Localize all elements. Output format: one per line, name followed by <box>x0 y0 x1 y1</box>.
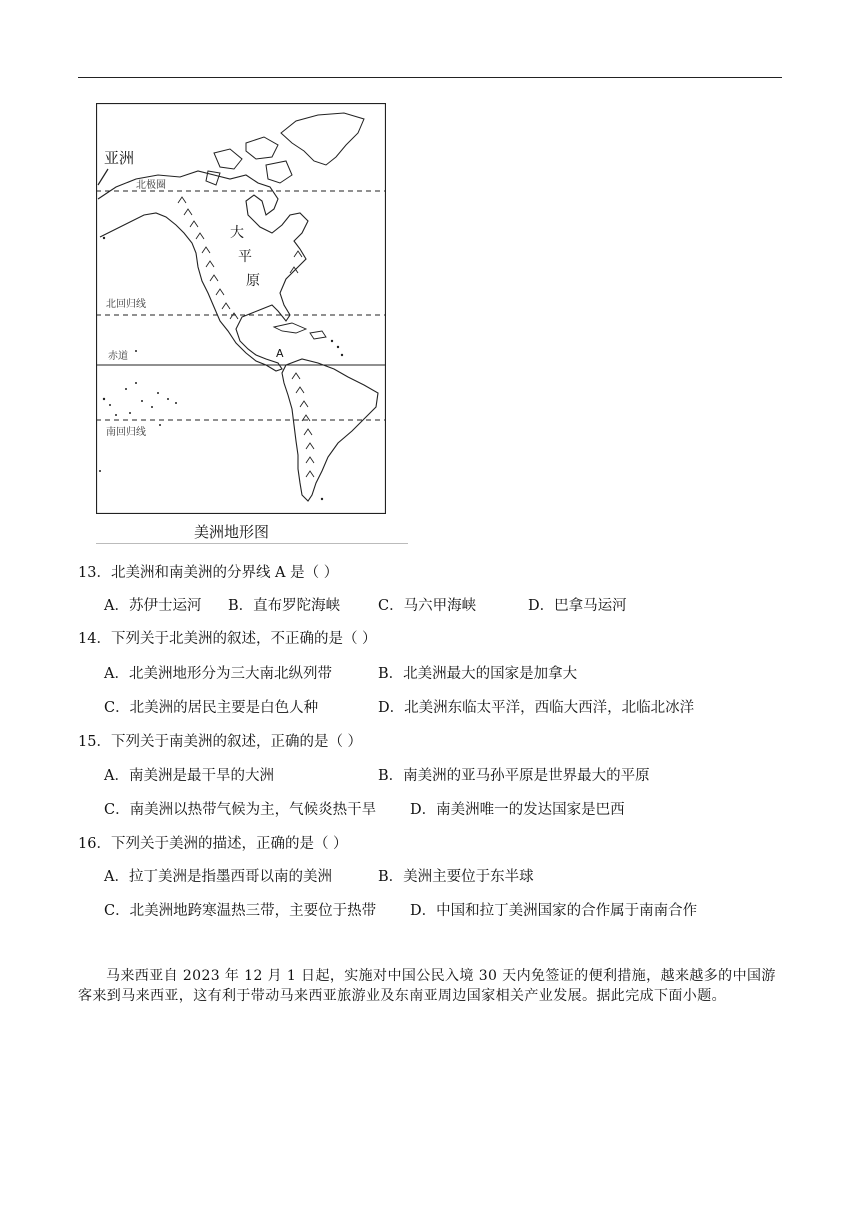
question-13-option-a: A．苏伊士运河 <box>104 598 202 614</box>
label-arctic-circle: 北极圈 <box>136 180 166 191</box>
label-asia: 亚洲 <box>104 149 135 167</box>
question-14-option-a: A．北美洲地形分为三大南北纵列带 <box>104 666 332 682</box>
question-13-option-c: C．马六甲海峡 <box>378 598 477 614</box>
question-16-option-c: C．北美洲地跨寒温热三带，主要位于热带 <box>104 903 377 919</box>
label-plain-1: 大 <box>230 225 244 241</box>
question-16-option-b: B．美洲主要位于东半球 <box>378 869 534 885</box>
question-14-option-c: C．北美洲的居民主要是白色人种 <box>104 700 319 716</box>
question-15-stem: 15．下列关于南美洲的叙述，正确的是（ ） <box>78 734 363 750</box>
label-plain-3: 原 <box>246 273 260 289</box>
question-15-option-d: D．南美洲唯一的发达国家是巴西 <box>410 802 625 818</box>
label-equator: 赤道 <box>108 351 128 362</box>
question-15-option-c: C．南美洲以热带气候为主，气候炎热干旱 <box>104 802 377 818</box>
map-caption-text: 美洲地形图 <box>194 523 270 541</box>
question-16-option-d: D．中国和拉丁美洲国家的合作属于南南合作 <box>410 903 698 919</box>
question-13-stem: 13．北美洲和南美洲的分界线 A 是（ ） <box>78 565 339 581</box>
americas-terrain-map <box>96 103 386 514</box>
question-16-stem: 16．下列关于美洲的描述，正确的是（ ） <box>78 836 348 852</box>
header-rule <box>78 77 782 78</box>
label-tropic-cancer: 北回归线 <box>106 299 146 310</box>
question-15-option-a: A．南美洲是最干旱的大洲 <box>104 768 274 784</box>
label-plain-2: 平 <box>238 249 252 265</box>
question-14-option-d: D．北美洲东临太平洋，西临大西洋，北临北冰洋 <box>378 700 695 716</box>
label-point-a: A <box>276 347 284 360</box>
question-15-option-b: B．南美洲的亚马孙平原是世界最大的平原 <box>378 768 650 784</box>
reading-passage: 马来西亚自 2023 年 12 月 1 日起，实施对中国公民入境 30 天内免签证的便利措施，越来越多的中国游客来到马来西亚，这有利于带动马来西亚旅游业及东南亚周边国家相关产业发展。据此完成下面小题。 <box>78 968 776 1004</box>
label-tropic-capricorn: 南回归线 <box>106 427 146 438</box>
question-13-option-b: B．直布罗陀海峡 <box>228 598 341 614</box>
question-14-option-b: B．北美洲最大的国家是加拿大 <box>378 666 578 682</box>
question-13-option-d: D．巴拿马运河 <box>528 598 627 614</box>
question-14-stem: 14．下列关于北美洲的叙述，不正确的是（ ） <box>78 631 377 647</box>
map-caption <box>96 519 408 544</box>
question-16-option-a: A．拉丁美洲是指墨西哥以南的美洲 <box>104 869 332 885</box>
